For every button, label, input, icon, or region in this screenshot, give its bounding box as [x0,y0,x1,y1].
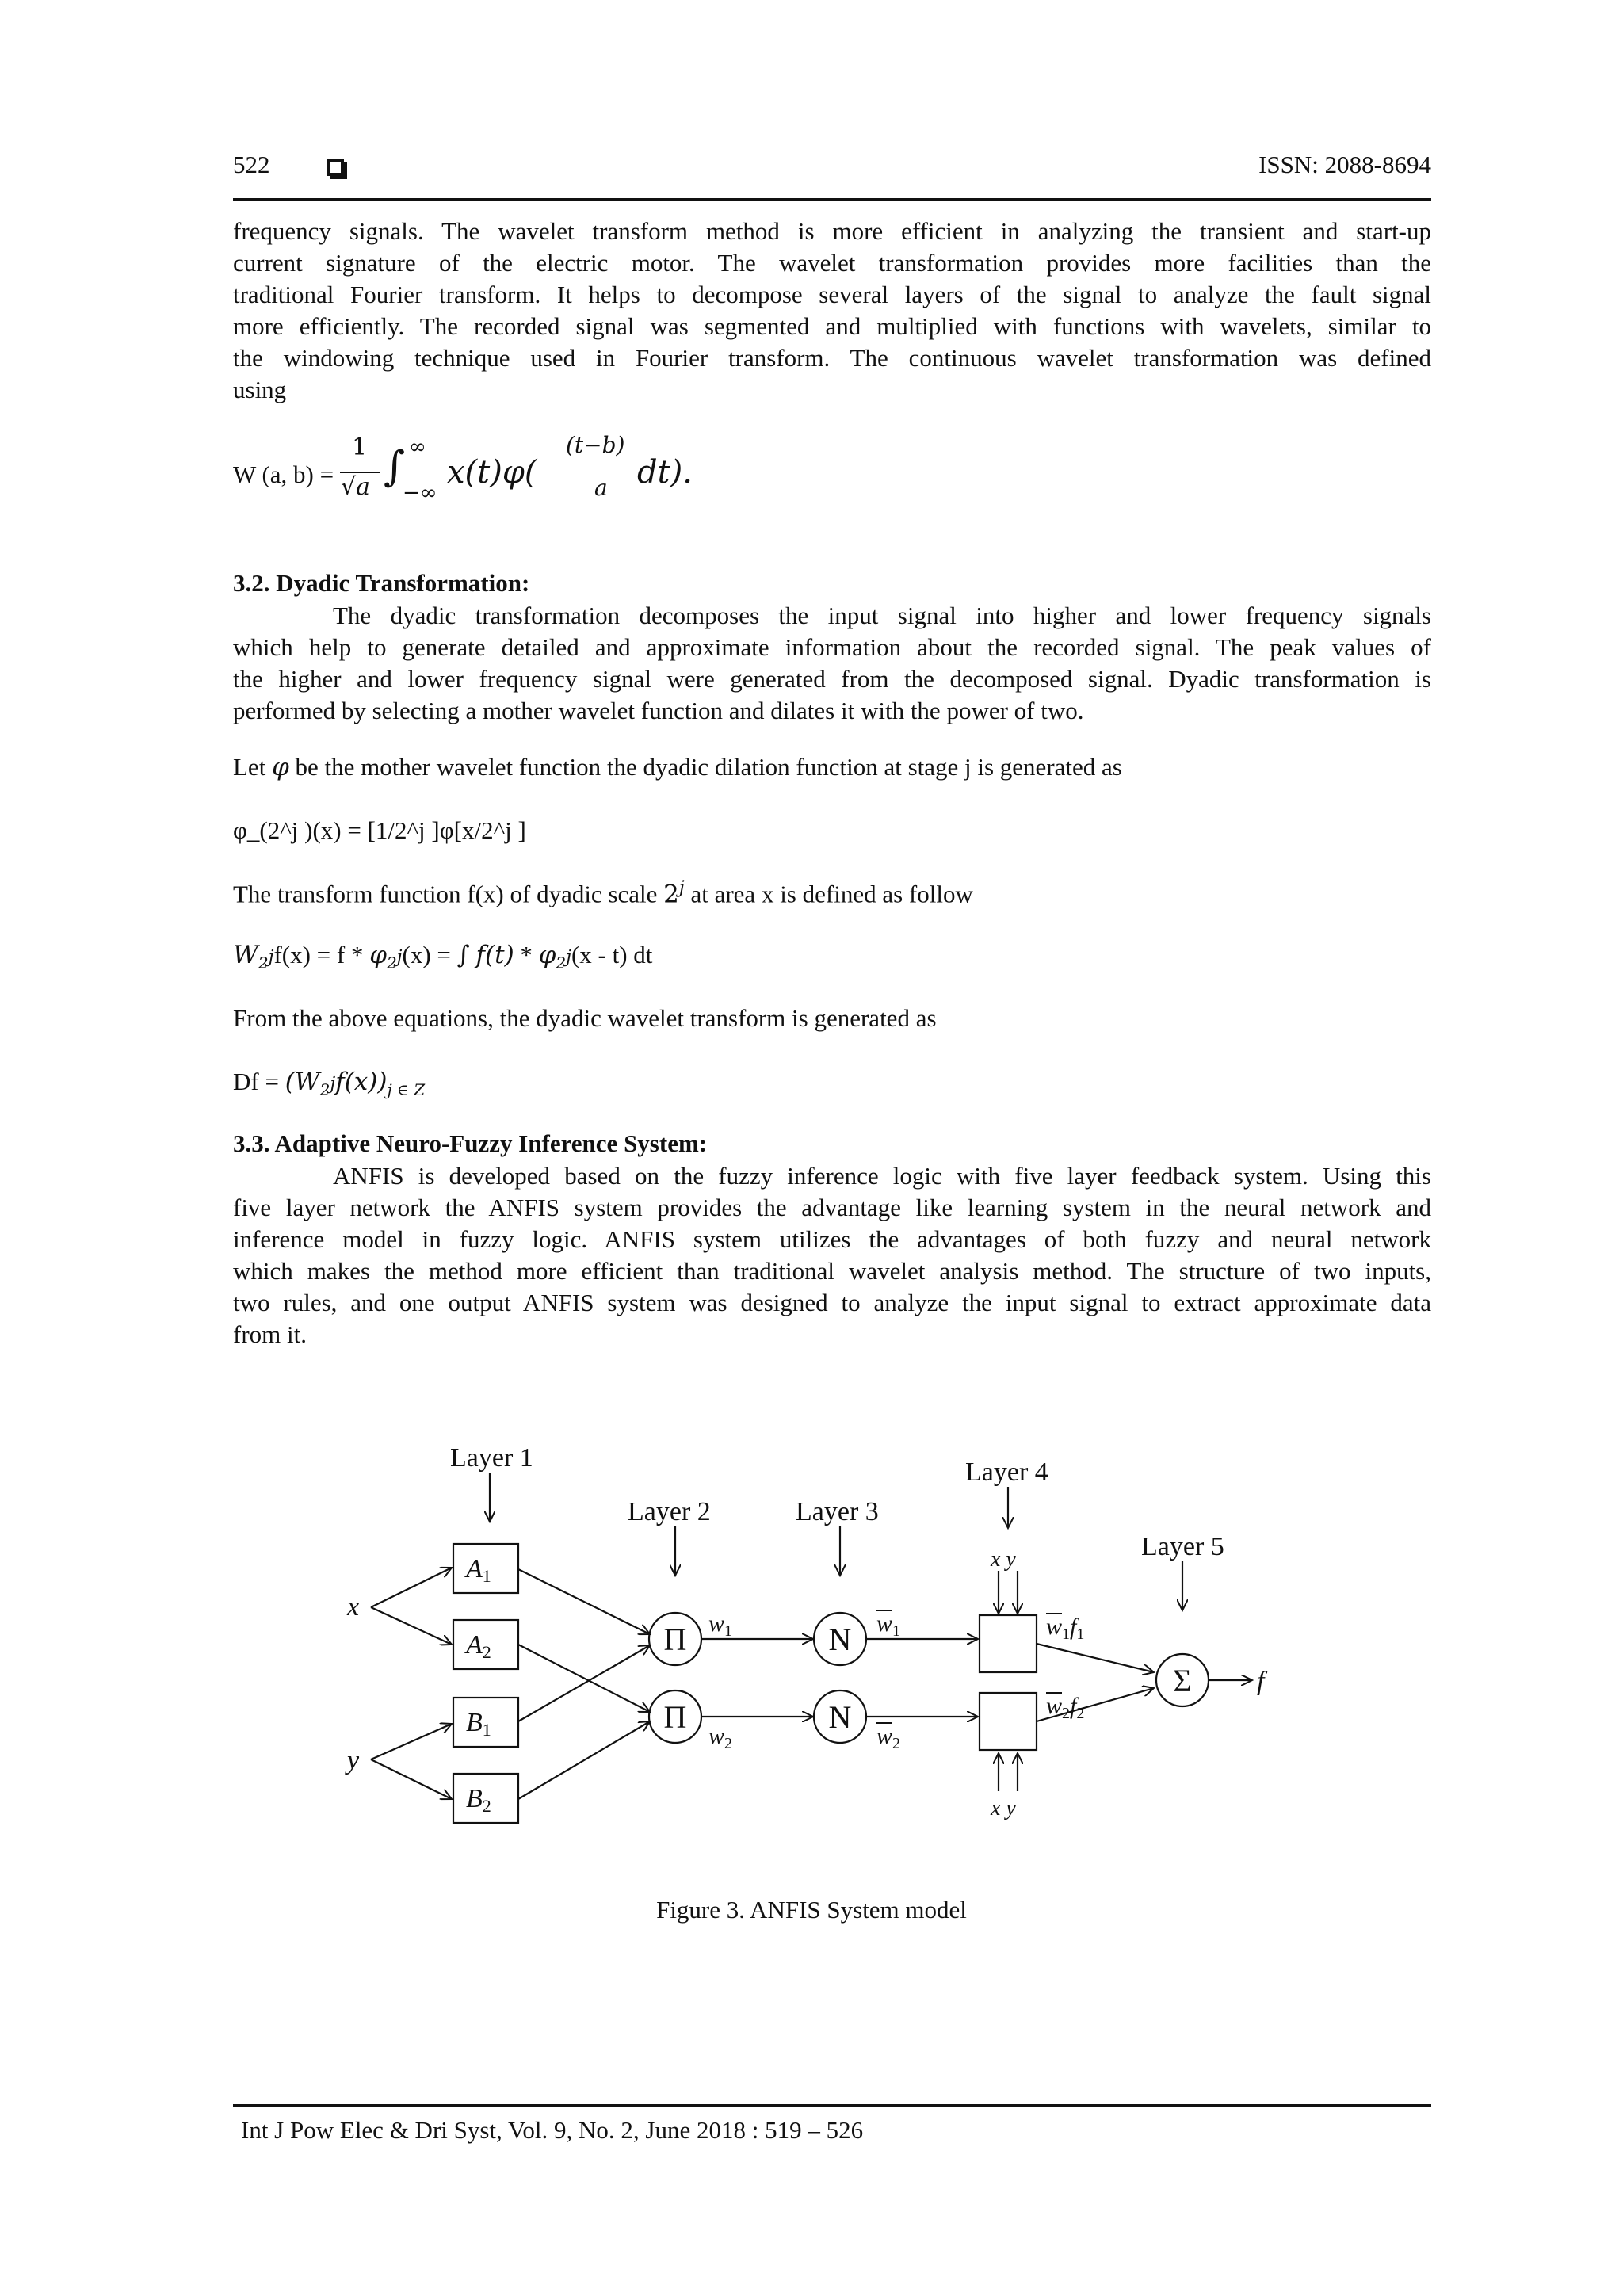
let-phi-line [233,753,1122,781]
eq-phi: φ [369,941,387,969]
layer2-label: Layer 2 [628,1497,711,1526]
mf-b2-label: B2 [466,1784,491,1816]
eq-integral: ∫ [456,941,470,969]
text-line: inference model in fuzzy logic. ANFIS system utilizes the advantages of both fuzzy and neural network [233,1225,1431,1253]
text-line: the higher and lower frequency signal were generated from the decomposed signal. Dyadic transformation is [233,665,1431,693]
b1-to-prod1 [518,1645,650,1721]
dyadic-transform-equation [233,1068,425,1099]
w2f2-label: $w_2f_2$ [1046,1693,1085,1722]
text-line: current signature of the electric motor. The wavelet transformation provides more facilities than the [233,249,1431,277]
text-line: performed by selecting a mother wavelet function and dilates it with the power of two. [233,697,1084,724]
page-header [233,151,1431,201]
let-text-b: be the mother wavelet function the dyadic dilation function at stage j is generated as [288,753,1122,781]
product-symbol-2: Π [663,1699,687,1735]
fraction-denominator: √a [341,473,371,501]
product-symbol-1: Π [663,1622,687,1657]
issn: ISSN: 2088-8694 [1258,151,1431,178]
eq-mid1: f(x) = f * [273,941,370,968]
mf-b1-label: B1 [466,1708,491,1740]
w1-bar-label: $w_1$ [876,1610,901,1640]
eq-phi-2: φ [538,941,556,969]
text-line: which makes the method more efficient than traditional wavelet analysis method. The structure of two inputs, [233,1257,1431,1285]
eq-tail: (x - t) dt [571,941,653,968]
layer4-box-1 [980,1615,1037,1672]
output-f-label: f [1257,1667,1265,1696]
layer1-label: Layer 1 [450,1443,533,1473]
section-heading-3-3: 3.3. Adaptive Neuro-Fuzzy Inference System: [233,1129,708,1157]
text-line: ANFIS is developed based on the fuzzy inference logic with five layer feedback system. Using this [333,1162,1431,1190]
dilation-equation: φ_(2^j )(x) = [1/2^j ]φ[x/2^j ] [233,816,526,844]
norm-symbol-2: N [828,1699,852,1735]
b2-to-prod2 [518,1721,650,1799]
layer4-box-2 [980,1693,1037,1750]
equation-lhs: W (a, b) = [233,460,334,488]
w2-label: $w_2$ [708,1723,733,1752]
eq-w-sub: 2j [258,947,274,973]
y-to-b2 [371,1759,452,1799]
df-lhs: Df = [233,1068,285,1095]
xy-bottom-label: x y [991,1796,1016,1820]
transform-text-a: The transform function f(x) of dyadic scale [233,880,664,908]
w1-label: $w_1$ [708,1610,733,1640]
layer5-label: Layer 5 [1141,1532,1224,1561]
input-x-label: x [347,1592,360,1622]
inner-denominator: a [594,475,608,501]
df-sub: j ∈ Z [387,1080,426,1100]
anfis-diagram [317,1427,1308,1839]
a2-to-prod2 [518,1645,650,1712]
integral-upper: ∞ [409,435,426,459]
text-line: the windowing technique used in Fourier transform. The continuous wavelet transformation was defined [233,344,1431,372]
text-line: two rules, and one output ANFIS system was designed to analyze the input signal to extract approximate data [233,1289,1431,1316]
integral-sign: ∫ [384,443,406,491]
df-fx: f(x)) [335,1068,388,1096]
figure-caption: Figure 3. ANFIS System model [656,1896,967,1924]
y-to-b1 [371,1724,452,1759]
xy-top-label: x y [991,1547,1016,1572]
fraction-numerator: 1 [352,434,368,461]
x-to-a2 [371,1607,452,1645]
scale-exponent: j [678,878,685,898]
wavelet-transform-equation [233,941,652,972]
inner-numerator: (t−b) [566,432,625,458]
text-line: frequency signals. The wavelet transform method is more efficient in analyzing the transient and start-up [233,217,1431,245]
eq-ft: f(t) [475,941,514,969]
let-text-a: Let [233,753,273,781]
equation-cwt [233,432,946,519]
footer-citation: Int J Pow Elec & Dri Syst, Vol. 9, No. 2, June 2018 : 519 – 526 [241,2116,864,2144]
anfis-paragraph [233,1160,1431,1350]
eq-phi-sub: 2j [386,947,403,973]
integrand: x(t)φ( [447,454,537,491]
text-line: using [233,376,287,403]
intro-paragraph [233,216,1431,406]
box-icon [327,159,344,176]
transform-line [233,878,973,908]
dyadic-paragraph [233,600,1431,727]
layer3-label: Layer 3 [796,1497,879,1526]
text-line: The dyadic transformation decomposes the input signal into higher and lower frequency signals [333,602,1431,629]
w2-bar-label: $w_2$ [876,1723,901,1752]
eq-mid2: (x) = [402,941,457,968]
page-footer [233,2104,1431,2144]
eq-w: W [233,941,258,969]
w1f1-label: $w_1f_1$ [1046,1614,1085,1643]
norm-symbol-1: N [828,1622,852,1657]
text-line: which help to generate detailed and approximate information about the recorded signal. The peak values of [233,633,1431,661]
layer4-label: Layer 4 [965,1457,1048,1487]
eq-phi-sub-2: 2j [556,947,571,973]
df-open: (W [285,1068,320,1096]
scale-base: 2 [663,880,679,909]
sum-symbol: Σ [1173,1663,1192,1698]
input-y-label: y [347,1746,360,1775]
text-line: from it. [233,1320,307,1348]
integral-lower: −∞ [403,481,437,505]
x-to-a1 [371,1568,452,1607]
df-w-sub: 2j [319,1074,336,1100]
section-heading-3-2: 3.2. Dyadic Transformation: [233,569,530,597]
text-line: five layer network the ANFIS system provides the advantage like learning system in the neural network and [233,1194,1431,1221]
mf-a2-label: A2 [466,1630,491,1662]
mf-a1-label: A1 [466,1554,491,1586]
from-equations-line: From the above equations, the dyadic wavelet transform is generated as [233,1004,937,1032]
integrand-tail: dt). [637,454,693,491]
a1-to-prod1 [518,1569,650,1634]
transform-text-b: at area x is defined as follow [684,880,973,908]
text-line: traditional Fourier transform. It helps to decompose several layers of the signal to analyze the fault signal [233,281,1431,308]
text-line: more efficiently. The recorded signal was segmented and multiplied with functions with wavelets, similar to [233,312,1431,340]
eq-star: * [514,941,539,968]
page-number: 522 [233,151,270,178]
l4-1-to-sum [1037,1644,1154,1672]
phi-symbol: φ [272,753,289,781]
